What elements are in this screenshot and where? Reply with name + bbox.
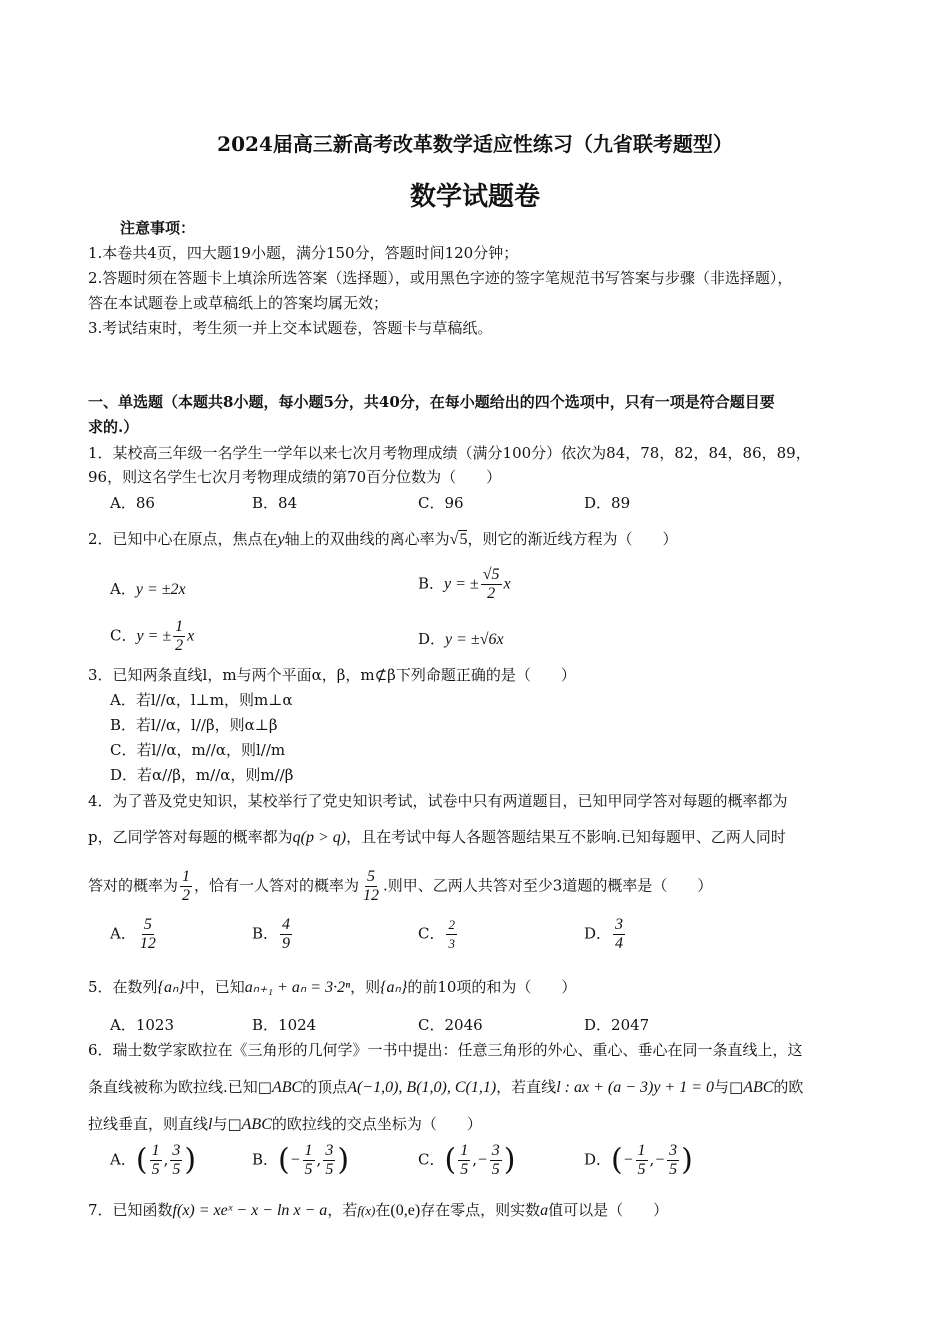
q6-option-a-d1: 5 — [151, 1161, 160, 1178]
q6-stem-line3 — [88, 1114, 868, 1135]
q7-fx: f(x) = xeˣ − x − ln x − a — [172, 1202, 328, 1219]
q3-stem: 3．已知两条直线l，m与两个平面α，β，m⊄β下列命题正确的是（ ） — [88, 666, 576, 684]
q4-line2-b: ，且在考试中每人各题答题结果互不影响.已知每题甲、乙两人同时 — [346, 828, 786, 846]
q5-seq2: {aₙ} — [380, 979, 408, 996]
q2-option-c-num: 1 — [175, 618, 184, 635]
q6-option-a-label: A． — [110, 1150, 136, 1169]
q6-option-d-n1: 1 — [637, 1142, 646, 1159]
q5-option-b: B．1024 — [252, 1016, 317, 1034]
q2-sqrt: 5 — [459, 531, 468, 548]
q6-option-d-d1: 5 — [637, 1161, 646, 1178]
q4-frac1-num: 1 — [182, 868, 191, 885]
q6-option-a-d2: 5 — [172, 1161, 181, 1178]
q6-line2-a: 条直线被称为欧拉线.已知□ — [88, 1078, 272, 1096]
q2-option-b-den: 2 — [487, 585, 496, 602]
q6-option-b: B．(− $\frac{1}{5}$ , $\frac{3}{5}$ ) — [252, 1142, 350, 1178]
q2-stem-suffix: ，则它的渐近线方程为（ ） — [467, 530, 678, 548]
q4-option-b-label: B． — [252, 924, 279, 943]
q2-stem-prefix: 2．已知中心在原点，焦点在 — [88, 530, 278, 548]
q2-option-d-label: D． — [418, 630, 446, 648]
q2-option-b-num: √5 — [482, 566, 500, 583]
q3-option-d: D．若α//β，m//α，则m//β — [110, 766, 294, 784]
q5-option-a: A．1023 — [110, 1016, 175, 1034]
q6-line3-b: 与□ — [212, 1115, 242, 1133]
q6-option-d-s2: − — [654, 1151, 666, 1169]
q6-abc: ABC — [271, 1079, 303, 1096]
q4-stem: 4．为了普及党史知识，某校举行了党史知识考试，试卷中只有两道题目，已知甲同学答对每题的概率都为 — [88, 792, 788, 810]
q7-post: 存在零点，则实数 — [420, 1201, 541, 1219]
q2-option-b-post: x — [503, 575, 511, 593]
section-heading-cont: 求的.） — [88, 418, 139, 436]
q2-option-b — [418, 566, 511, 603]
q7-pre: 7．已知函数 — [88, 1201, 173, 1219]
q4-stem-line3 — [88, 868, 868, 905]
q6-option-c: C．( $\frac{1}{5}$ ,− $\frac{3}{5}$ ) — [418, 1142, 516, 1178]
q4-line3-c: .则甲、乙两人共答对至少3道题的概率是（ ） — [383, 876, 713, 895]
section-heading: 一、单选题（本题共8小题，每小题5分，共40分，在每小题给出的四个选项中，只有一项是符合题目要 — [88, 393, 775, 411]
q2-option-d-math: y = ±√6x — [445, 631, 504, 648]
q4-option-d-label: D． — [584, 924, 612, 943]
q2-option-b-pre: y = ± — [444, 575, 479, 593]
q6-option-a-n2: 3 — [172, 1142, 181, 1159]
q6-option-c-n2: 3 — [491, 1142, 500, 1159]
q6-option-b-s1: − — [289, 1151, 301, 1169]
q2-option-c-label: C． — [110, 626, 137, 645]
q6-option-d: D．(− $\frac{1}{5}$ ,− $\frac{3}{5}$ ) — [584, 1142, 693, 1178]
q4-line3-a: 答对的概率为 — [88, 876, 179, 895]
q2-option-b-label: B． — [418, 574, 445, 593]
q3-option-b: B．若l//α，l//β，则α⊥β — [110, 716, 278, 734]
notice-item-2: 2.答题时须在答题卡上填涂所选答案（选择题），或用黑色字迹的签字笔规范书写答案与步骤（非选择题）， — [88, 269, 793, 287]
q2-option-c-den: 2 — [175, 637, 184, 654]
q2-option-c — [110, 618, 194, 655]
q6-option-c-s2: − — [476, 1151, 488, 1169]
q2-option-d — [418, 628, 504, 649]
q1-stem: 1．某校高三年级一名学生一学年以来七次月考物理成绩（满分100分）依次为84，78，82，84，86，89， — [88, 444, 811, 462]
q4-frac1-den: 2 — [182, 887, 191, 904]
q4-option-b-num: 4 — [282, 916, 291, 933]
q7-mid: ，若 — [327, 1201, 358, 1219]
q5-option-d: D．2047 — [584, 1016, 650, 1034]
q5-post: 的前10项的和为（ ） — [407, 978, 577, 996]
q2-option-c-pre: y = ± — [136, 627, 172, 645]
q6-line2-d: 与□ — [714, 1078, 744, 1096]
q5-pre: 5．在数列 — [88, 978, 158, 996]
q6-option-b-n2: 3 — [325, 1142, 334, 1159]
q6-l: l — [208, 1116, 213, 1133]
q6-line3-a: 拉线垂直，则直线 — [88, 1115, 209, 1133]
q6-option-a-n1: 1 — [151, 1142, 160, 1159]
q1-option-c: C．96 — [418, 494, 464, 512]
q4-option-a — [110, 916, 160, 953]
q6-option-b-n1: 1 — [304, 1142, 313, 1159]
q2-y: y — [277, 531, 285, 548]
exam-subtitle: 数学试题卷 — [409, 182, 540, 212]
q6-option-b-d1: 5 — [304, 1161, 313, 1178]
q4-option-a-label: A． — [110, 924, 136, 943]
q6-points: A(−1,0), B(1,0), C(1,1) — [347, 1079, 497, 1096]
q2-option-a-math: y = ±2x — [135, 581, 186, 598]
q4-option-c — [418, 916, 459, 953]
q4-option-c-num: 2 — [446, 916, 457, 935]
q4-frac2-num: 5 — [367, 868, 376, 885]
q4-option-a-den: 12 — [139, 935, 156, 952]
q2-stem: 2．已知中心在原点，焦点在y轴上的双曲线的离心率为√5，则它的渐近线方程为（ ） — [88, 530, 678, 548]
q4-stem-line2 — [88, 827, 868, 848]
q1-stem-cont: 96，则这名学生七次月考物理成绩的第70百分位数为（ ） — [88, 468, 502, 486]
q6-stem-line2 — [88, 1077, 868, 1098]
q4-option-d-num: 3 — [615, 916, 624, 933]
q6-abc2: ABC — [743, 1079, 774, 1096]
notice-item-3: 3.考试结束时，考生须一并上交本试题卷，答题卡与草稿纸。 — [88, 319, 493, 337]
q2-option-c-post: x — [187, 627, 195, 645]
q6-option-d-label: D． — [584, 1150, 612, 1169]
q6-option-c-n1: 1 — [460, 1142, 469, 1159]
q4-option-a-num: 5 — [143, 916, 152, 933]
q2-option-a — [110, 578, 186, 599]
q7-fx2: f(x) — [357, 1203, 376, 1218]
q4-option-b-den: 9 — [282, 935, 291, 952]
q4-line3-b: ，恰有一人答对的概率为 — [194, 876, 360, 895]
exam-title: 2024届高三新高考改革数学适应性练习（九省联考题型） — [217, 132, 733, 156]
q7-a: a — [540, 1202, 549, 1219]
q5-option-c: C．2046 — [418, 1016, 483, 1034]
q6-option-b-d2: 5 — [325, 1161, 334, 1178]
notice-item-1: 1.本卷共4页，四大题19小题，满分150分，答题时间120分钟； — [88, 244, 519, 262]
q6-option-b-label: B． — [252, 1150, 279, 1169]
q2-stem-mid: 轴上的双曲线的离心率为 — [284, 530, 450, 548]
q1-option-d: D．89 — [584, 494, 631, 512]
q1-option-b: B．84 — [252, 494, 298, 512]
q6-option-d-n2: 3 — [669, 1142, 678, 1159]
q4-option-c-label: C． — [418, 924, 445, 943]
notice-item-2-cont: 答在本试题卷上或草稿纸上的答案均属无效； — [88, 294, 389, 312]
q5-mid: 中，已知 — [184, 978, 245, 996]
q4-option-c-den: 3 — [448, 936, 455, 951]
q5-seq: {aₙ} — [157, 979, 185, 996]
q6-option-d-s1: − — [622, 1151, 634, 1169]
q6-line2-c: ，若直线 — [496, 1078, 557, 1096]
q7-post2: 值可以是（ ） — [548, 1201, 669, 1219]
q5-stem — [88, 977, 868, 998]
q2-option-a-label: A． — [110, 580, 136, 598]
q6-option-a: A．( $\frac{1}{5}$ , $\frac{3}{5}$ ) — [110, 1142, 197, 1178]
q7-mid2: 在 — [375, 1201, 391, 1219]
q1-option-a: A．86 — [110, 494, 155, 512]
q5-eq: aₙ₊₁ + aₙ = 3·2ⁿ — [244, 979, 351, 996]
q6-line2-e: 的欧 — [773, 1078, 804, 1096]
q7-interval: (0,e) — [390, 1202, 421, 1219]
q5-mid2: ，则 — [350, 978, 381, 996]
q6-stem: 6．瑞士数学家欧拉在《三角形的几何学》一书中提出：任意三角形的外心、重心、垂心在同一条直线上，这 — [88, 1041, 803, 1059]
q4-option-d — [584, 916, 627, 953]
q7-stem — [88, 1200, 868, 1221]
q6-abc3: ABC — [241, 1116, 272, 1133]
q3-option-c: C．若l//α，m//α，则l//m — [110, 741, 286, 759]
q6-option-c-d1: 5 — [460, 1161, 469, 1178]
q4-frac2-den: 12 — [363, 887, 380, 904]
q6-option-c-d2: 5 — [491, 1161, 500, 1178]
q6-line3-c: 的欧拉线的交点坐标为（ ） — [271, 1115, 482, 1133]
q4-line2-math: q(p > q) — [292, 829, 347, 846]
q6-option-d-d2: 5 — [669, 1161, 678, 1178]
q6-line-eq: l : ax + (a − 3)y + 1 = 0 — [556, 1079, 715, 1096]
q4-option-b — [252, 916, 294, 953]
q6-option-c-label: C． — [418, 1150, 445, 1169]
q6-line2-b: 的顶点 — [302, 1078, 348, 1096]
q4-line2-a: p，乙同学答对每题的概率都为 — [88, 828, 293, 846]
q4-option-d-den: 4 — [615, 935, 624, 952]
notice-heading: 注意事项： — [120, 219, 196, 237]
q3-option-a: A．若l//α，l⊥m，则m⊥α — [110, 691, 293, 709]
